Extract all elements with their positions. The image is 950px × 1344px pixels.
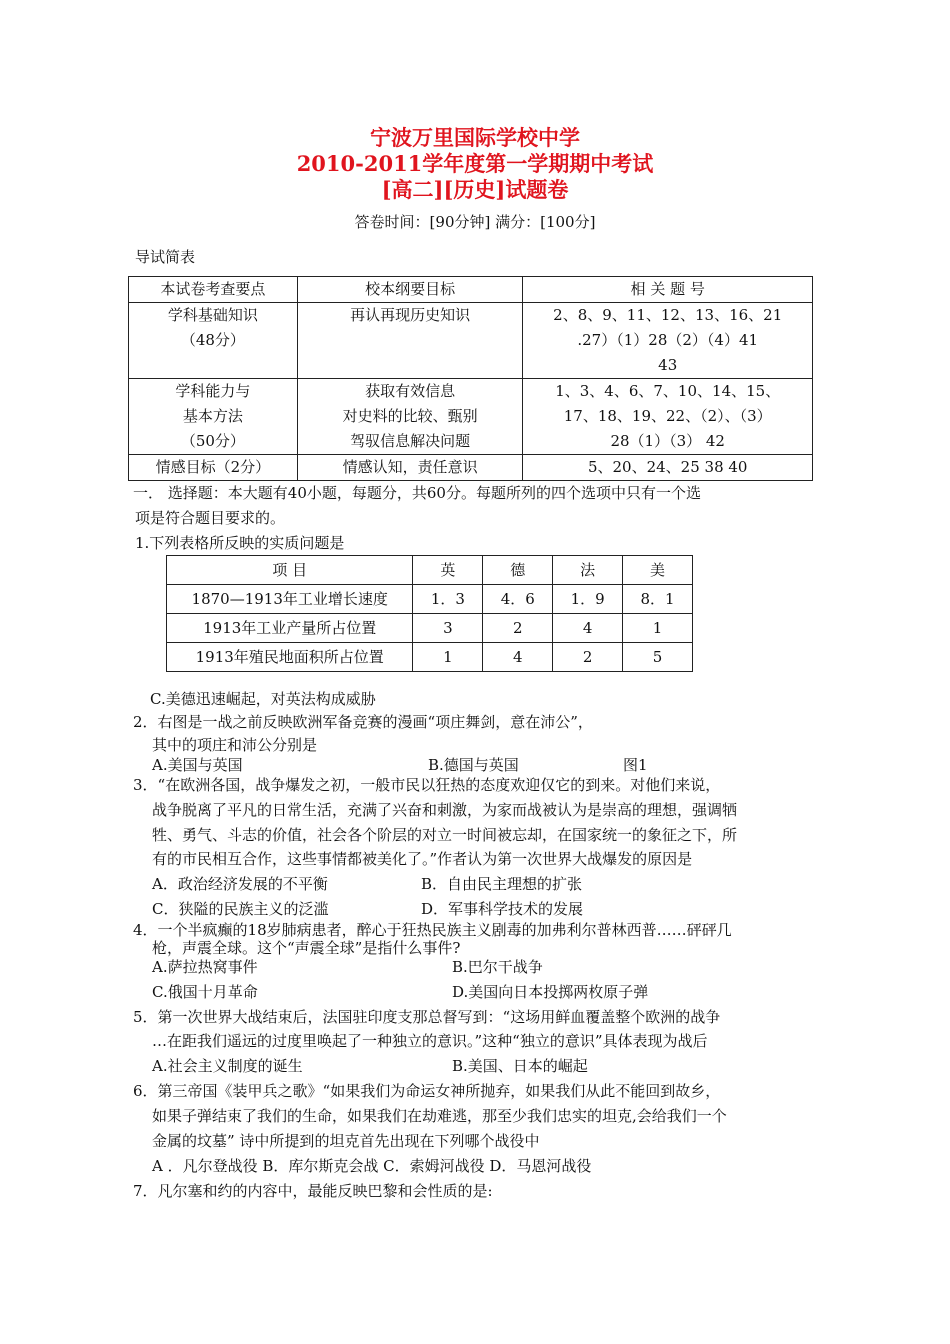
guide-nums: .27）（1）28（2）（4）41 bbox=[577, 331, 759, 349]
q1-cell: 1 bbox=[623, 614, 693, 643]
q1-option-c: C.美德迅速崛起，对英法构成威胁 bbox=[150, 690, 376, 708]
paper-title: [高二][历史]试题卷 bbox=[381, 177, 569, 202]
exam-meta: 答卷时间：[90分钟] 满分：[100分] bbox=[354, 213, 596, 231]
guide-point: 基本方法 bbox=[182, 407, 243, 425]
guide-goal: 对史料的比较、甄别 bbox=[342, 407, 478, 425]
school-name: 宁波万里国际学校中学 bbox=[370, 125, 580, 150]
q1-header-cell: 美 bbox=[623, 556, 693, 585]
guide-nums: 43 bbox=[658, 356, 678, 374]
q1-cell: 1913年殖民地面积所占位置 bbox=[167, 643, 413, 672]
q1-header-cell: 德 bbox=[483, 556, 553, 585]
q3-option-d: D．军事科学技术的发展 bbox=[421, 900, 584, 918]
q4-option-a: A.萨拉热窝事件 bbox=[152, 958, 258, 976]
q1-stem: 1.下列表格所反映的实质问题是 bbox=[135, 534, 345, 552]
q1-table-row bbox=[167, 643, 693, 672]
guide-goal: 获取有效信息 bbox=[365, 382, 456, 400]
q1-table-row bbox=[167, 585, 693, 614]
guide-label: 导试简表 bbox=[135, 248, 196, 266]
q1-cell: 3 bbox=[413, 614, 483, 643]
guide-header-cell: 本试卷考查要点 bbox=[129, 277, 298, 303]
q4-option-b: B.巴尔干战争 bbox=[452, 958, 543, 976]
q4-option-d: D.美国向日本投掷两枚原子弹 bbox=[452, 983, 649, 1001]
q1-cell: 2 bbox=[483, 614, 553, 643]
q1-cell: 2 bbox=[553, 643, 623, 672]
guide-goal: 情感认知，责任意识 bbox=[342, 458, 478, 476]
q1-cell: 4 bbox=[483, 643, 553, 672]
q2-option-b: B.德国与英国 bbox=[428, 756, 519, 774]
guide-table bbox=[128, 276, 813, 481]
q3-option-c: C．狭隘的民族主义的泛滥 bbox=[152, 900, 329, 918]
q4-line2: 枪，声震全球。这个“声震全球”是指什么事件? bbox=[152, 939, 461, 957]
q1-cell: 1870—1913年工业增长速度 bbox=[167, 585, 413, 614]
guide-point: 学科能力与 bbox=[175, 382, 251, 400]
guide-point: 情感目标（2分） bbox=[155, 458, 271, 476]
guide-header-cell: 校本纲要目标 bbox=[297, 277, 523, 303]
q1-cell: 1 bbox=[413, 643, 483, 672]
q1-cell: 5 bbox=[623, 643, 693, 672]
q1-cell: 1．9 bbox=[553, 585, 623, 614]
section1-line2: 项是符合题目要求的。 bbox=[135, 509, 286, 527]
guide-row bbox=[129, 455, 813, 481]
q3-option-b: B．自由民主理想的扩张 bbox=[421, 875, 583, 893]
guide-row bbox=[129, 303, 813, 379]
guide-nums: 17、18、19、22、（2）、（3） bbox=[563, 407, 772, 425]
guide-header-row bbox=[129, 277, 813, 303]
q3-line1: 3．“在欧洲各国，战争爆发之初，一般市民以狂热的态度欢迎仅它的到来。对他们来说， bbox=[133, 776, 721, 794]
guide-row bbox=[129, 379, 813, 455]
guide-nums: 28（1）（3） 42 bbox=[610, 432, 725, 450]
q2-option-a: A.美国与英国 bbox=[152, 756, 243, 774]
q6-line3: 金属的坟墓” 诗中所提到的坦克首先出现在下列哪个战役中 bbox=[152, 1132, 540, 1150]
guide-goal: 驾驭信息解决问题 bbox=[350, 432, 471, 450]
guide-point: （50分） bbox=[180, 432, 245, 450]
q1-cell: 8．1 bbox=[623, 585, 693, 614]
q5-line1: 5．第一次世界大战结束后，法国驻印度支那总督写到：“这场用鲜血覆盖整个欧洲的战争 bbox=[133, 1008, 721, 1026]
q1-header-cell: 项 目 bbox=[167, 556, 413, 585]
q1-cell: 1913年工业产量所占位置 bbox=[167, 614, 413, 643]
q7-line1: 7．凡尔塞和约的内容中，最能反映巴黎和会性质的是: bbox=[133, 1182, 493, 1200]
q1-cell: 4．6 bbox=[483, 585, 553, 614]
guide-point: 学科基础知识 bbox=[167, 306, 258, 324]
q1-cell: 1．3 bbox=[413, 585, 483, 614]
guide-nums: 2、8、9、11、12、13、16、21 bbox=[553, 306, 783, 324]
q6-line2: 如果子弹结束了我们的生命，如果我们在劫难逃，那至少我们忠实的坦克,会给我们一个 bbox=[152, 1107, 727, 1125]
guide-header-cell: 相 关 题 号 bbox=[523, 277, 813, 303]
q2-line1: 2．右图是一战之前反映欧洲军备竞赛的漫画“项庄舞剑，意在沛公”， bbox=[133, 713, 593, 731]
q5-option-b: B.美国、日本的崛起 bbox=[452, 1057, 588, 1075]
q1-table-row bbox=[167, 614, 693, 643]
q1-cell: 4 bbox=[553, 614, 623, 643]
guide-nums: 5、20、24、25 38 40 bbox=[587, 458, 748, 476]
q3-line3: 牲、勇气、斗志的价值，社会各个阶层的对立一时间被忘却，在国家统一的象征之下，所 bbox=[152, 826, 738, 844]
q2-figure-label: 图1 bbox=[623, 756, 648, 774]
q6-line1: 6．第三帝国《装甲兵之歌》“如果我们为命运女神所抛弃，如果我们从此不能回到故乡， bbox=[133, 1082, 721, 1100]
guide-goal: 再认再现历史知识 bbox=[350, 306, 471, 324]
q5-option-a: A.社会主义制度的诞生 bbox=[152, 1057, 303, 1075]
q3-line4: 有的市民相互合作，这些事情都被美化了。”作者认为第一次世界大战爆发的原因是 bbox=[152, 850, 693, 868]
exam-term: 2010-2011学年度第一学期期中考试 bbox=[296, 151, 654, 176]
section1-line1: 一． 选择题：本大题有40小题，每题分，共60分。每题所列的四个选项中只有一个选 bbox=[133, 484, 701, 502]
q1-header-row bbox=[167, 556, 693, 585]
guide-nums: 1、3、4、6、7、10、14、15、 bbox=[555, 382, 781, 400]
guide-point: （48分） bbox=[180, 331, 245, 349]
q6-options: A ．凡尔登战役 B．库尔斯克会战 C．索姆河战役 D．马恩河战役 bbox=[152, 1157, 592, 1175]
q5-line2: …在距我们遥远的过度里唤起了一种独立的意识。”这种“独立的意识”具体表现为战后 bbox=[152, 1032, 708, 1050]
q4-line1: 4．一个半疯癫的18岁肺病患者，醉心于狂热民族主义剧毒的加弗利尔普林西普……砰砰几 bbox=[133, 921, 732, 939]
q2-line2: 其中的项庄和沛公分别是 bbox=[152, 736, 318, 754]
q3-option-a: A．政治经济发展的不平衡 bbox=[152, 875, 328, 893]
q3-line2: 战争脱离了平凡的日常生活，充满了兴奋和刺激，为家而战被认为是崇高的理想，强调牺 bbox=[152, 801, 738, 819]
q1-table bbox=[166, 555, 693, 672]
q1-header-cell: 法 bbox=[553, 556, 623, 585]
q4-option-c: C.俄国十月革命 bbox=[152, 983, 258, 1001]
q1-header-cell: 英 bbox=[413, 556, 483, 585]
